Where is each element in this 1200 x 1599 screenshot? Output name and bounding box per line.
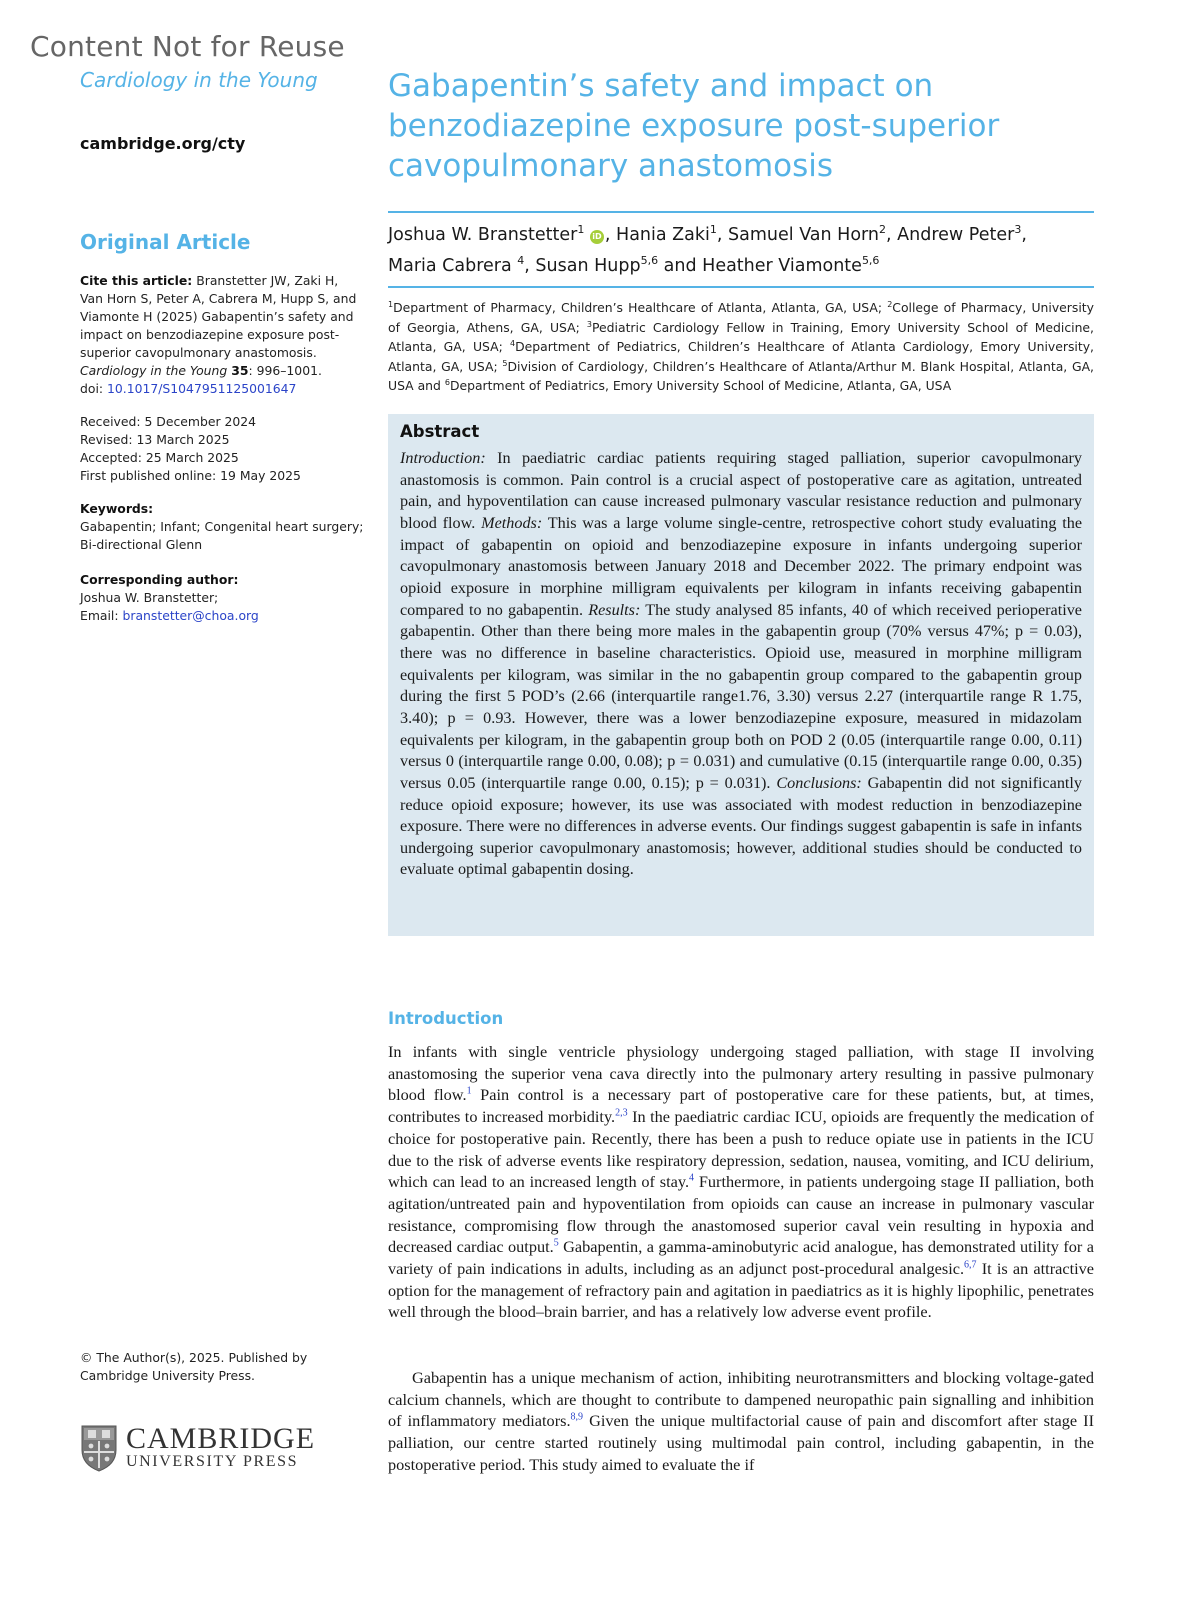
- paragraph-text: Gabapentin, a gamma-aminobutyric acid analogue, has demonstrated utility for a variety of pain indications in adults, including as an adjunct post-procedural analgesic.: [388, 1237, 1095, 1279]
- received-date: Received: 5 December 2024: [80, 414, 257, 429]
- paragraph-text: Furthermore, in patients undergoing stage II palliation, both agitation/untreated pain and hypoventilation from opioids can cause an increase in pulmonary vascular resistance, compromising flow through the anastomosed superior caval vein resulting in hypoxia and decreased cardiac output.: [388, 1172, 1094, 1257]
- accepted-date: Accepted: 25 March 2025: [80, 450, 239, 465]
- keywords-text: Gabapentin; Infant; Congenital heart surgery; Bi-directional Glenn: [80, 519, 364, 552]
- abstract-box: [388, 414, 1094, 936]
- abstract-conclusions: Gabapentin did not significantly reduce opioid exposure; however, its use was associated with modest reduction in benzodiazepine exposure. There were no differences in adverse events. Our findings suggest gabapentin is safe in infants undergoing superior cavopulmonary anastomosis; however, additional studies should be conducted to evaluate optimal gabapentin dosing.: [400, 773, 1083, 879]
- orcid-icon[interactable]: iD: [590, 230, 604, 244]
- cambridge-logo: [80, 1424, 320, 1474]
- affiliations: [388, 298, 1094, 396]
- author-affil-ref: 5,6: [640, 254, 659, 268]
- author-text: Joshua W. Branstetter: [388, 225, 578, 245]
- abstract-methods: This was a large volume single-centre, retrospective cohort study evaluating the impact of gabapentin on opioid and benzodiazepine exposure in infants undergoing superior cavopulmonary anastomosis between January 2018 and December 2022. The primary endpoint was opioid exposure in morphine milligram equivalents per kilogram in infants receiving gabapentin compared to no gabapentin.: [400, 513, 1083, 619]
- corresponding-label: Corresponding author:: [80, 572, 239, 587]
- abstract-heading: Abstract: [400, 422, 480, 441]
- email-label: Email:: [80, 608, 123, 623]
- watermark: Content Not for Reuse: [30, 30, 345, 63]
- revised-date: Revised: 13 March 2025: [80, 432, 230, 447]
- author-name: [535, 256, 658, 276]
- author-text: Susan Hupp: [535, 256, 641, 276]
- corresponding-block: [80, 571, 365, 625]
- affiliation-ref: 6: [444, 378, 450, 388]
- corresponding-name: Joshua W. Branstetter;: [80, 590, 219, 605]
- abstract-results-label: Results:: [588, 600, 641, 619]
- title-rule: [388, 211, 1094, 213]
- cite-journal: Cardiology in the Young: [80, 363, 228, 378]
- introduction-paragraph-2: [388, 1367, 1094, 1476]
- abstract-results: The study analysed 85 infants, 40 of which received perioperative gabapentin. Other than there being more males in the gabapentin group (70% versus 47%; p = 0.03), there was no difference in baseline characteristics. Opioid use, measured in morphine milligram equivalents per kilogram, was similar in the no gabapentin group compared to the gabapentin group during the first 5 POD’s (2.66 (interquartile range1.76, 3.30) versus 2.27 (interquartile range R 1.75, 3.40); p = 0.93. However, there was a lower benzodiazepine exposure, measured in midazolam equivalents per kilogram, in the gabapentin group both on POD 2 (0.05 (interquartile range 0.00, 0.11) versus 0 (interquartile range 0.00, 0.08); p = 0.031) and cumulative (0.15 (interquartile range 0.00, 0.35) versus 0.05 (interquartile range 0.00, 0.15); p = 0.031).: [400, 600, 1082, 792]
- copyright-notice: © The Author(s), 2025. Published by Cambridge University Press.: [80, 1350, 308, 1383]
- author-affil-ref: 1: [577, 223, 585, 237]
- keywords-block: [80, 500, 365, 554]
- affiliation-text: Department of Pediatrics, Emory University School of Medicine, Atlanta, GA, USA: [449, 378, 952, 394]
- paragraph-text: In the paediatric cardiac ICU, opioids are frequently the medication of choice for postoperative pain. Recently, there has been a push to reduce opiate use in patients in the ICU due to the risk of adverse events like respiratory depression, sedation, nausea, vomiting, and ICU delirium, which can lead to an increased length of stay.: [388, 1107, 1094, 1192]
- citation-ref[interactable]: 6,7: [964, 1259, 977, 1271]
- author-name: [388, 256, 524, 276]
- author-affil-ref: 5,6: [861, 254, 880, 268]
- author-name: [702, 256, 879, 276]
- author-text: Maria Cabrera: [388, 256, 518, 276]
- citation-ref[interactable]: 4: [689, 1172, 695, 1184]
- citation-ref[interactable]: 1: [466, 1085, 472, 1097]
- abstract-text: [400, 448, 1082, 881]
- author-affil-ref: 3: [1014, 223, 1022, 237]
- cite-volume: 35: [231, 363, 249, 378]
- author-name: [897, 225, 1021, 245]
- author-affil-ref: 4: [517, 254, 525, 268]
- paragraph-text: Gabapentin has a unique mechanism of action, inhibiting neurotransmitters and blocking voltage-gated calcium channels, which are thought to contribute to dampened neuropathic pain signalling and inhibition of inflammatory mediators.: [388, 1368, 1094, 1431]
- citation-ref[interactable]: 5: [553, 1237, 559, 1249]
- doi-label: doi:: [80, 381, 108, 396]
- introduction-heading: Introduction: [388, 1009, 504, 1028]
- affiliation-ref: 4: [510, 339, 516, 349]
- paragraph-text: Given the unique multifactorial cause of pain and discomfort after stage II palliation, our centre started routinely using multimodal pain control, including gabapentin, in the postoperative period. This study aimed to evaluate the if: [388, 1411, 1094, 1474]
- affiliation-ref: 2: [887, 299, 893, 309]
- dates-block: [80, 413, 365, 485]
- affiliation-text: Division of Cardiology, Children’s Healthcare of Atlanta/Arthur M. Blank Hospital, Atlanta, GA, USA and: [388, 358, 1094, 394]
- author-affil-ref: 2: [879, 223, 887, 237]
- paragraph-text: Pain control is a necessary part of postoperative care for these patients, but, at times, contributes to increased morbidity.: [388, 1085, 1094, 1127]
- author-text: Andrew Peter: [897, 225, 1015, 245]
- abstract-conclusions-label: Conclusions:: [776, 773, 862, 792]
- email-link[interactable]: branstetter@choa.org: [122, 608, 259, 623]
- abstract-intro: In paediatric cardiac patients requiring staged palliation, superior cavopulmonary anastomosis is common. Pain control is a crucial aspect of postoperative care as agitation, untreated pain, and hypoventilation can cause increased pulmonary vascular resistance reduction and pulmonary blood flow.: [400, 449, 1082, 532]
- cambridge-shield-icon: [80, 1424, 118, 1472]
- affiliation-text: Department of Pediatrics, Children’s Healthcare of Atlanta Cardiology, Emory University, Atlanta, GA, USA;: [388, 339, 1094, 374]
- citation-block: [80, 272, 365, 398]
- journal-name: Cardiology in the Young: [80, 68, 318, 92]
- article-type: Original Article: [80, 230, 251, 254]
- author-text: Heather Viamonte: [702, 256, 862, 276]
- author-name: [728, 225, 886, 245]
- doi-link[interactable]: 10.1017/S1047951125001647: [107, 381, 297, 396]
- affiliation-text: Department of Pharmacy, Children’s Healthcare of Atlanta, Atlanta, GA, USA;: [393, 300, 883, 315]
- cite-text: Branstetter JW, Zaki H, Van Horn S, Peter A, Cabrera M, Hupp S, and Viamonte H (2025) Gabapentin’s safety and impact on benzodiazepine exposure post-superior cavopulmonary anastomosis.: [80, 273, 357, 360]
- affiliation-text: College of Pharmacy, University of Georgia, Athens, GA, USA;: [388, 300, 1094, 335]
- affiliation-ref: 5: [502, 358, 508, 368]
- paragraph-text: In infants with single ventricle physiology undergoing staged palliation, with stage II involving anastomosing the superior vena cava directly into the pulmonary artery resulting in passive pulmonary blood flow.: [388, 1042, 1094, 1105]
- citation-ref[interactable]: 8,9: [570, 1411, 584, 1423]
- author-affil-ref: 1: [709, 223, 717, 237]
- cite-pages: : 996–1001.: [248, 363, 322, 378]
- cambridge-logo-name: CAMBRIDGE: [126, 1422, 316, 1455]
- cite-label: Cite this article:: [80, 273, 193, 288]
- author-name: [388, 225, 584, 245]
- affiliation-ref: 1: [388, 299, 394, 309]
- abstract-methods-label: Methods:: [481, 513, 543, 532]
- introduction-paragraph-1: [388, 1041, 1094, 1323]
- affiliation-ref: 3: [586, 319, 593, 329]
- author-name: [616, 225, 717, 245]
- published-date: First published online: 19 May 2025: [80, 468, 301, 483]
- abstract-intro-label: Introduction:: [400, 449, 486, 467]
- journal-site[interactable]: cambridge.org/cty: [80, 134, 246, 153]
- keywords-label: Keywords:: [80, 501, 154, 516]
- author-list: Joshua W. Branstetter$^1$ iD , Hania Zaki$^1$, Samuel Van Horn$^2$, Andrew Peter$^3$, Maria Cabrera $^4$, Susan Hupp$^{5,6}$ and Heather Viamonte$^{5,6}$: [388, 223, 1027, 276]
- author-text: Samuel Van Horn: [728, 225, 880, 245]
- paragraph-text: It is an attractive option for the management of refractory pain and agitation in paediatrics as it is highly lipophilic, penetrates well through the blood–brain barrier, and has a relatively low adverse event profile.: [388, 1259, 1094, 1322]
- cambridge-logo-sub: UNIVERSITY PRESS: [126, 1453, 299, 1470]
- author-rule: [388, 286, 1094, 288]
- author-text: Hania Zaki: [616, 225, 710, 245]
- citation-ref[interactable]: 2,3: [615, 1107, 628, 1119]
- affiliation-text: Pediatric Cardiology Fellow in Training, Emory University School of Medicine, Atlanta, GA, USA;: [388, 319, 1094, 355]
- article-title: Gabapentin’s safety and impact on benzodiazepine exposure post-superior cavopulmonary anastomosis: [388, 68, 1000, 184]
